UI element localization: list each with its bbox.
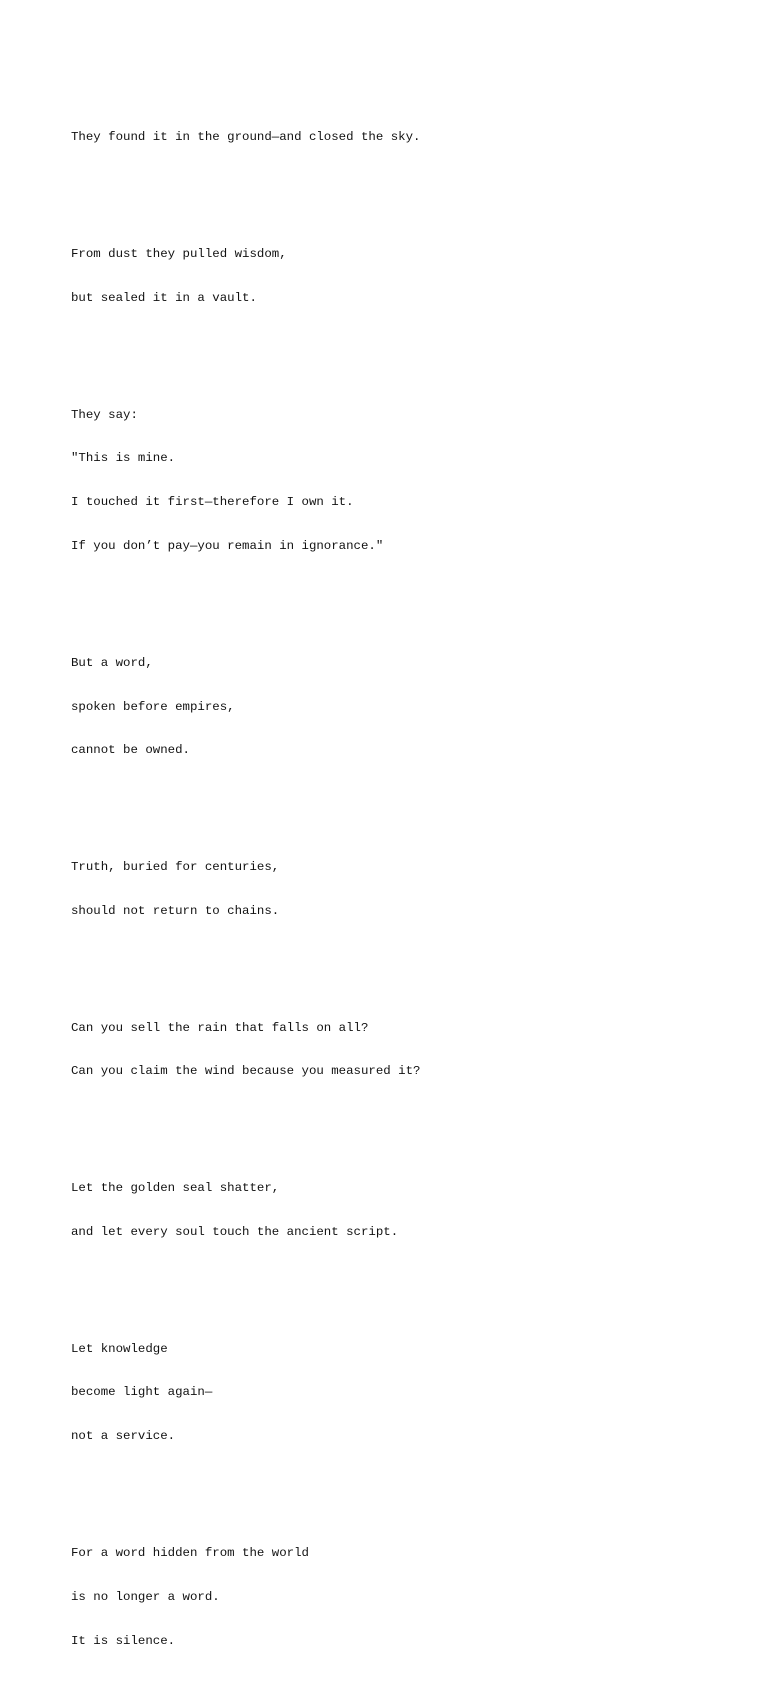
poem-line: Let knowledge	[71, 1341, 168, 1356]
poem-line: become light again—	[71, 1385, 213, 1400]
poem-line: is no longer a word.	[71, 1589, 220, 1604]
poem-line: but sealed it in a vault.	[71, 290, 257, 305]
poem-line: But a word,	[71, 655, 153, 670]
stanza-5	[71, 831, 420, 948]
poem-line: "This is mine.	[71, 451, 176, 466]
poem-line: Let the golden seal shatter,	[71, 1181, 280, 1196]
poem-line: Truth, buried for centuries,	[71, 860, 280, 875]
poem-body	[71, 72, 420, 1692]
poem-line: It is silence.	[71, 1633, 176, 1648]
poem-line: Can you sell the rain that falls on all?	[71, 1020, 369, 1035]
stanza-2	[71, 218, 420, 335]
poem-line: cannot be owned.	[71, 743, 190, 758]
poem-line: For a word hidden from the world	[71, 1545, 309, 1560]
stanza-6	[71, 991, 420, 1108]
poem-line: spoken before empires,	[71, 699, 235, 714]
poem-line: I touched it first—therefore I own it.	[71, 495, 354, 510]
stanza-3	[71, 378, 420, 582]
stanza-9	[71, 1517, 420, 1678]
poem-line: should not return to chains.	[71, 903, 280, 918]
stanza-1	[71, 101, 420, 174]
poem-line: They say:	[71, 407, 138, 422]
poem-line: If you don’t pay—you remain in ignorance."	[71, 539, 384, 553]
poem-line: not a service.	[71, 1429, 176, 1444]
poem-line: and let every soul touch the ancient script.	[71, 1224, 399, 1239]
poem-line: From dust they pulled wisdom,	[71, 247, 287, 262]
stanza-7	[71, 1152, 420, 1269]
poem-line: Can you claim the wind because you measured it?	[71, 1064, 421, 1079]
stanza-8	[71, 1312, 420, 1473]
stanza-4	[71, 627, 420, 788]
poem-line: They found it in the ground—and closed the sky.	[71, 130, 421, 145]
